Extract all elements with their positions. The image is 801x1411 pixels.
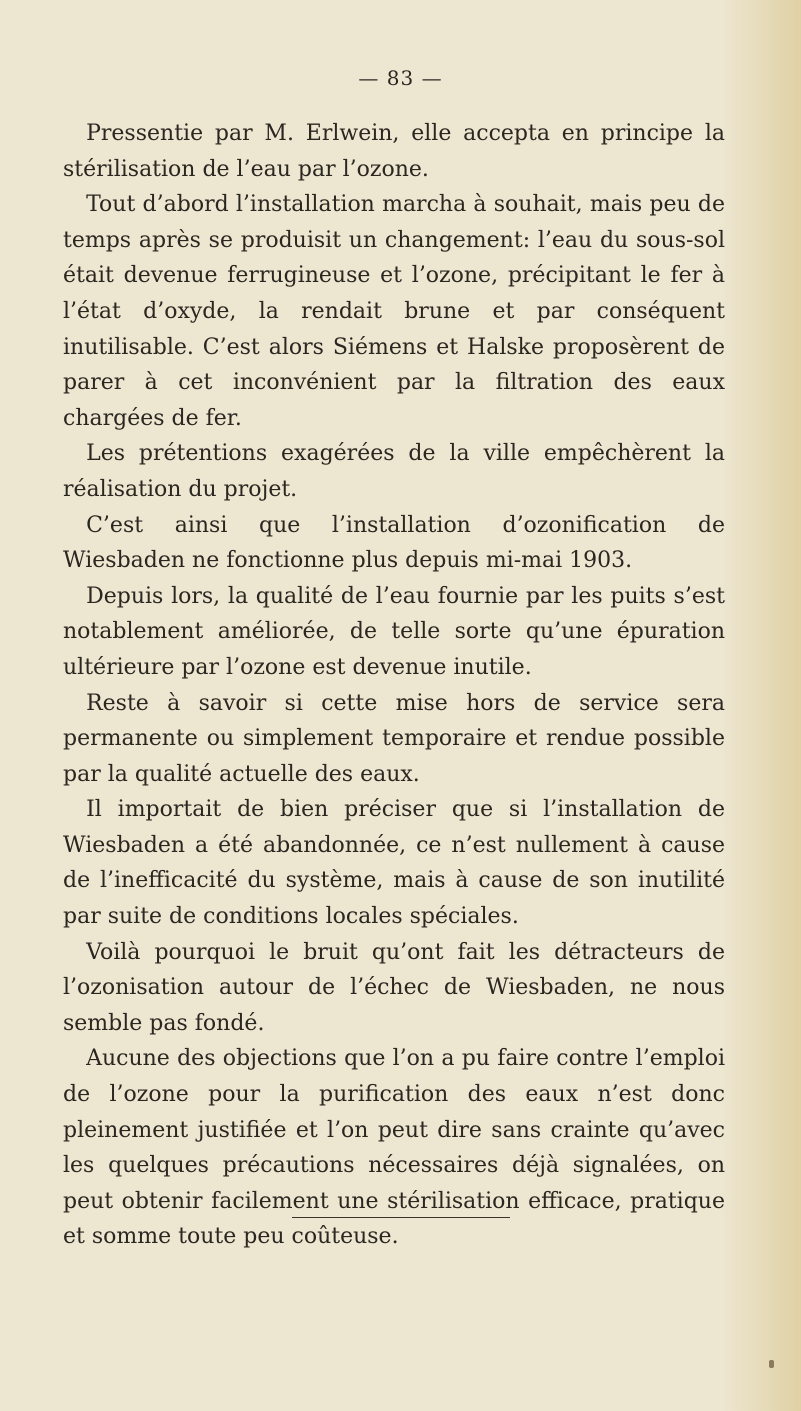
ink-speck bbox=[769, 1360, 774, 1368]
paragraph: Aucune des objections que l’on a pu faire contre l’emploi de l’ozone pour la purification des eaux n’est donc pleinement justifiée et l’on peut dire sans crainte qu’avec les quelques précautions nécessaires déjà signalées, on peut obtenir facilement une stérilisation efficace, pratique et somme toute peu coûteuse. bbox=[63, 1046, 725, 1250]
paragraph: Voilà pourquoi le bruit qu’ont fait les détracteurs de l’ozonisation autour de l’échec de Wiesbaden, ne nous semble pas fondé. bbox=[63, 939, 725, 1036]
paragraph: Tout d’abord l’installation marcha à souhait, mais peu de temps après se produisit un changement: l’eau du sous-sol était devenue ferrugineuse et l’ozone, précipitant le fer à l’état d’oxyde, la rendait brune et par conséquent inutilisable. C’est alors Siémens et Halske proposèrent de parer à cet inconvénient par la filtration des eaux chargées de fer. bbox=[63, 192, 725, 431]
paragraph: Depuis lors, la qualité de l’eau fournie par les puits s’est notablement améliorée, de telle sorte qu’une épuration ultérieure par l’ozone est devenue inutile. bbox=[63, 583, 725, 680]
paragraph: Pressentie par M. Erlwein, elle accepta en principe la stérilisation de l’eau par l’ozone. bbox=[63, 121, 725, 182]
page-number: — 83 — bbox=[358, 66, 443, 90]
end-rule bbox=[292, 1217, 510, 1218]
paragraph: Les prétentions exagérées de la ville empêchèrent la réalisation du projet. bbox=[63, 441, 725, 502]
body-text bbox=[63, 116, 725, 1255]
paragraph: Il importait de bien préciser que si l’installation de Wiesbaden a été abandonnée, ce n’est nullement à cause de l’inefficacité du système, mais à cause de son inutilité par suite de conditions locales spéciales. bbox=[63, 797, 725, 930]
paragraph: Reste à savoir si cette mise hors de service sera permanente ou simplement temporaire et rendue possible par la qualité actuelle des eaux. bbox=[63, 690, 725, 787]
paragraph: C’est ainsi que l’installation d’ozonification de Wiesbaden ne fonctionne plus depuis mi-mai 1903. bbox=[63, 512, 725, 574]
